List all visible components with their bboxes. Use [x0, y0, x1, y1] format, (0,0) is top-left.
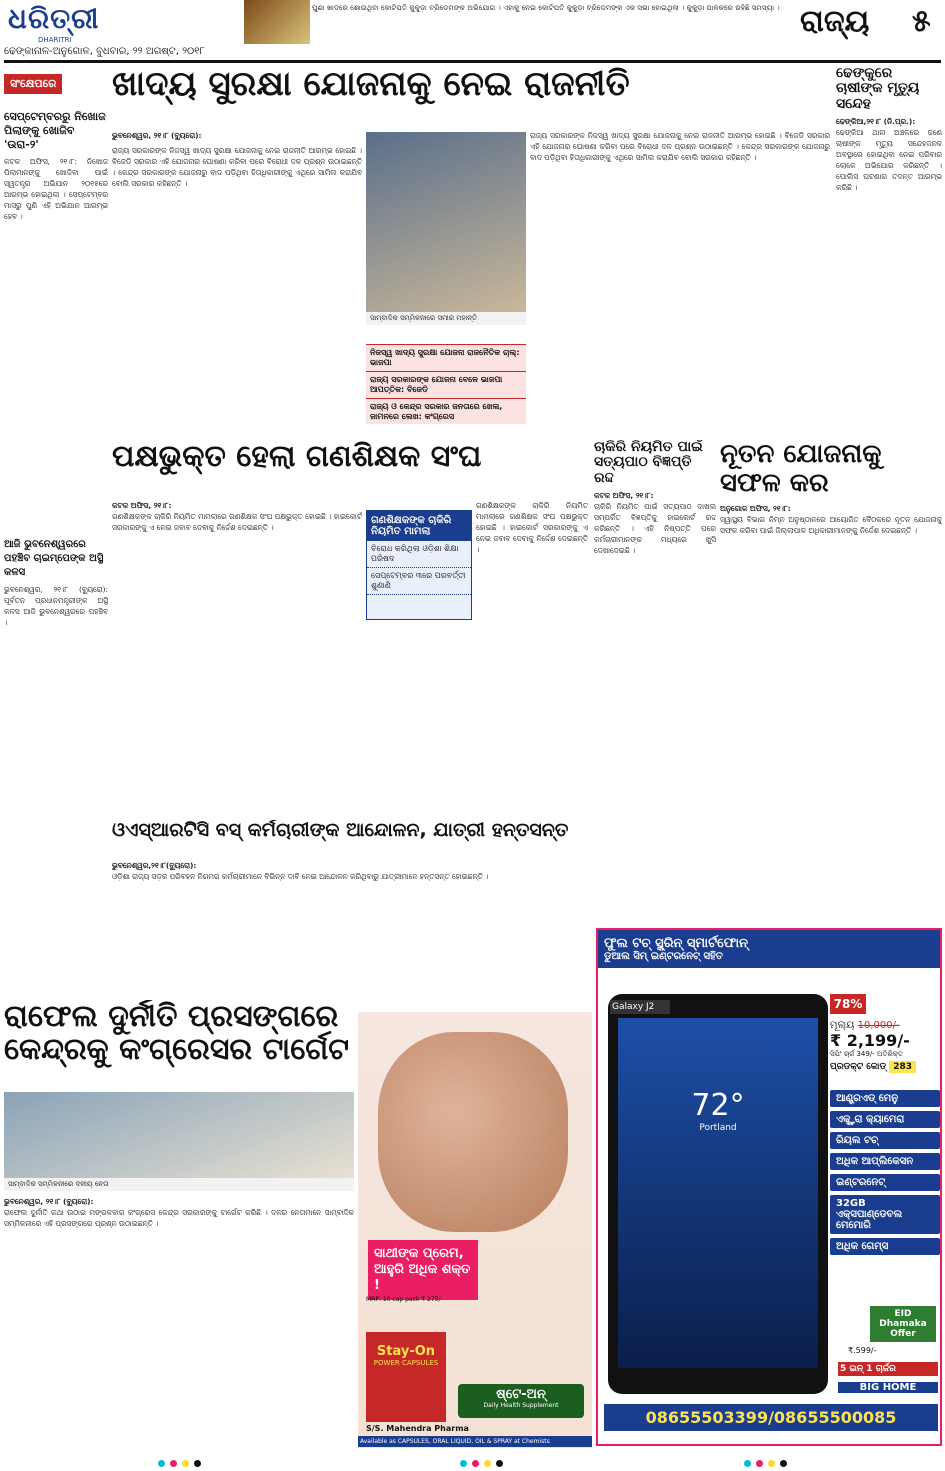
masthead	[0, 0, 945, 65]
lead-pullquotes	[366, 344, 526, 424]
teacher-dateline: କଟକ ଅଫିସ, ୨୧।୮:	[112, 501, 172, 510]
panel-item: ସେପ୍ଟେମ୍ବର ୩ରେ ପରବର୍ତ୍ତୀ ଶୁଣାଣି	[367, 568, 471, 595]
registration-dot	[756, 1460, 763, 1467]
job-body: ଚାକିରି ନିୟମିତ ପାଇଁ ସତ୍ୟପାଠ ଦାଖଲ ସମ୍ପର୍କିତ ବିଜ୍ଞପ୍ତିକୁ ହାଇକୋର୍ଟ ରଦ୍ଦ କରିଛନ୍ତି । ଏହି ନିଷ୍ପତ୍ତି ପରେ କର୍ମଚାରୀମାନଙ୍କ ମଧ୍ୟରେ ଖୁସି ଦେଖାଦେଇଛି ।	[594, 502, 716, 556]
registration-dot	[768, 1460, 775, 1467]
feature-item: ଅଧିକ ଆପ୍ଲିକେସନ	[830, 1153, 940, 1170]
job-headline[interactable]: ଚାକିରି ନିୟମିତ ପାଇଁ ସତ୍ୟପାଠ ବିଜ୍ଞପ୍ତି ରଦ୍ଦ	[594, 440, 703, 486]
rafale-photo-box	[4, 1092, 354, 1192]
teacher-story-body	[112, 500, 362, 830]
health-supplement-ad[interactable]	[358, 1012, 592, 1448]
registration-dot	[158, 1460, 165, 1467]
feature-item: 32GB ଏକ୍ସପାଣ୍ଡେବଲ ମେମୋରି	[830, 1195, 940, 1234]
feature-item: ଇଣ୍ଟରନେଟ୍	[830, 1174, 940, 1191]
discount-badge: 78%	[830, 994, 866, 1014]
teacher-headline[interactable]: ପକ୍ଷଭୁକ୍ତ ହେଲା ଗଣଶିକ୍ଷକ ସଂଘ	[112, 440, 482, 474]
lead-photo-box	[366, 132, 526, 342]
brief-title: ସେପ୍ଟେମ୍ବରରୁ ନିଖୋଜ ପିଲାଙ୍କୁ ଖୋଜିବ 'ଉରା-୨'	[4, 110, 106, 151]
press-conference-photo	[366, 132, 526, 312]
phone-image	[608, 994, 828, 1394]
logo-text: ଧରିତ୍ରୀ	[8, 2, 100, 35]
charger-offer: 5 ଇନ୍ 1 ଚାର୍ଜର	[838, 1362, 938, 1376]
logo-subtext: DHARITRI	[38, 36, 72, 44]
brand-badge-text: ଷ୍ଟେ-ଅନ୍	[496, 1387, 546, 1402]
screen-city: Portland	[699, 1123, 737, 1133]
product-code-row	[830, 1062, 940, 1072]
product-pack	[366, 1332, 446, 1422]
phone-ad-header	[598, 930, 940, 968]
teacher-info-panel	[366, 510, 472, 620]
bus-body: ଓଡ଼ିଶା ରାଜ୍ୟ ସଡ଼କ ପରିବହନ ନିଗମର କର୍ମଚାରୀମାନେ ବିଭିନ୍ନ ଦାବି ନେଇ ଆନ୍ଦୋଳନ କରିଥିବାରୁ ଯାତ୍ରୀମାନେ ହନ୍ତସନ୍ତ ହୋଇଛନ୍ତି ।	[112, 872, 489, 881]
brief-body: କଟକ ଅଫିସ, ୨୧।୮: ନିଖୋଜ ପିଲାମାନଙ୍କୁ ଖୋଜିବା ପାଇଁ ସ୍ୱତନ୍ତ୍ର ଅଭିଯାନ ୨୦୧୫ରେ ଆରମ୍ଭ ହୋଇଥିଲା । ସେପ୍ଟେମ୍ବର ମାସରୁ ପୁଣି ଏହି ଅଭିଯାନ ଆରମ୍ଭ ହେବ ।	[4, 157, 108, 221]
lead-body-text-continued: ରାଜ୍ୟ ସରକାରଙ୍କ ନିଜସ୍ୱ ଖାଦ୍ୟ ସୁରକ୍ଷା ଯୋଜନାକୁ ନେଇ ରାଜନୀତି ଆରମ୍ଭ ହୋଇଛି । ବିଜେଡି ସରକାର ଏହି ଯୋଜନାର ଘୋଷଣା କରିବା ପରେ ବିରୋଧୀ ଦଳ ପ୍ରଶ୍ନ ଉଠାଇଛନ୍ତି । କେନ୍ଦ୍ର ସରକାରଙ୍କ ଯୋଜନାରୁ ବାଦ ପଡ଼ିଥିବା ହିତାଧିକାରୀଙ୍କୁ ଏଥିରେ ସାମିଲ କରାଯିବ ବୋଲି ସରକାର କହିଛନ୍ତି ।	[530, 131, 830, 162]
farmer-headline[interactable]: ଢେଙ୍କୁରେ ଚାଷୀଙ୍କ ମୃତ୍ୟୁ ସନ୍ଦେହ	[836, 66, 920, 112]
brand-badge-sub: Daily Health Supplement	[483, 1402, 559, 1409]
feature-item: ଅଧିକ ଗେମ୍ସ	[830, 1238, 940, 1255]
price-label: ମୂଲ୍ୟ	[830, 1020, 855, 1031]
scheme-story	[720, 440, 942, 830]
couple-photo	[378, 1032, 568, 1232]
product-code-label: ପ୍ରଡକ୍ଟ କୋଡ୍	[830, 1062, 887, 1072]
registration-dot	[460, 1460, 467, 1467]
lead-body-text: ରାଜ୍ୟ ସରକାରଙ୍କ ନିଜସ୍ୱ ଖାଦ୍ୟ ସୁରକ୍ଷା ଯୋଜନାକୁ ନେଇ ରାଜନୀତି ଆରମ୍ଭ ହୋଇଛି । ବିଜେଡି ସରକାର ଏହି ଯୋଜନାର ଘୋଷଣା କରିବା ପରେ ବିରୋଧୀ ଦଳ ପ୍ରଶ୍ନ ଉଠାଇଛନ୍ତି । କେନ୍ଦ୍ର ସରକାରଙ୍କ ଯୋଜନାରୁ ବାଦ ପଡ଼ିଥିବା ହିତାଧିକାରୀଙ୍କୁ ଏଥିରେ ସାମିଲ କରାଯିବ ବୋଲି ସରକାର କହିଛନ୍ତି ।	[112, 146, 362, 188]
briefs-tag: ସଂକ୍ଷେପରେ	[4, 74, 62, 94]
bus-dateline: ଭୁବନେଶ୍ୱର,୨୧।୮(ବ୍ୟୁରୋ):	[112, 861, 197, 870]
ad-tagline: ସାଥୀଙ୍କ ପ୍ରେମ, ଆହୁରି ଅଧିକ ଶକ୍ତ !	[368, 1240, 478, 1300]
availability-strip: Available as CAPSULES, ORAL LIQUID, OIL & SPRAY at Chemists	[358, 1436, 592, 1447]
rafale-photo-caption: ସାମ୍ବାଦିକ ସମ୍ମିଳନୀରେ ଦଳୀୟ ନେତା	[4, 1178, 354, 1191]
dateline: ଢେଙ୍କାନାଳ-ଅନୁଗୋଳ, ବୁଧବାର, ୨୨ ଅଗଷ୍ଟ, ୨୦୧୮	[4, 46, 205, 57]
rafale-headline[interactable]: ରାଫେଲ ଦୁର୍ନୀତି ପ୍ରସଙ୍ଗରେ କେନ୍ଦ୍ରକୁ କଂଗ୍ରେସର ଟାର୍ଗେଟ	[4, 1000, 350, 1067]
scheme-headline[interactable]: ନୂତନ ଯୋଜନାକୁ ସଫଳ କର	[720, 440, 882, 498]
rafale-headline-box	[4, 1000, 354, 1090]
price-block	[830, 1020, 940, 1072]
brief-title: ଆଜି ଭୁବନେଶ୍ୱରରେ ପହଞ୍ଚିବ ଚାଇମ୍ପେଙ୍କ ଅସ୍ଥି କଳସ	[4, 539, 104, 578]
phone-model: Galaxy J2	[610, 1000, 670, 1014]
feature-item: ଏକ୍ସ୍ଟ୍ରା କ୍ୟାମେରା	[830, 1111, 940, 1128]
mrp-label: MRP: 10 cap pack ₹ 275/-	[366, 1296, 443, 1303]
panel-item: ବିରୋଧ କରିଥିଲା ଓଡ଼ିଶା ଶିକ୍ଷା ପରିଷଦ	[367, 541, 471, 568]
feature-item: ରିୟଲ ଟଚ୍	[830, 1132, 940, 1149]
smartphone-ad[interactable]	[596, 928, 942, 1446]
bus-headline[interactable]: ଓଏସ୍ଆରଟିସି ବସ୍ କର୍ମଚାରୀଙ୍କ ଆନ୍ଦୋଳନ, ଯାତ୍ରୀ ହନ୍ତସନ୍ତ	[112, 820, 569, 841]
rafale-body: ରାଫେଲ ଦୁର୍ନୀତି କଥା ଉଠାଇ ମଙ୍ଗଳବାର କଂଗ୍ରେସ କେନ୍ଦ୍ର ସରକାରଙ୍କୁ ଟାର୍ଗେଟ କରିଛି । ଦଳର ନେତାମାନେ ସାମ୍ବାଦିକ ସମ୍ମିଳନୀରେ ଏହି ପ୍ରସଙ୍ଗରେ ପ୍ରଶ୍ନ ଉଠାଇଛନ୍ତି ।	[4, 1208, 354, 1228]
product-sub: POWER CAPSULES	[373, 1359, 439, 1367]
phone-screen	[618, 1018, 818, 1368]
registration-dot	[170, 1460, 177, 1467]
top-news-note: ଘୁଣା ଖାଦରେ ଶୋଉଥିବା କୋଟିପତି କୁକୁଡ଼ା ବ୍ରିଡେମଙ୍କ ଅଭିଯୋଗ । ଏହାକୁ ନେଇ କୋଟିପତି କୁକୁଡ଼ା ବ୍ରିଡେମଙ୍କ ଏକ ସଭା ହୋଇଥିଲା । କୁକୁଡ଼ା ପାଳକରେ ରହିଛି ସମସ୍ୟା ।	[312, 3, 780, 12]
product-name: Stay-On	[376, 1344, 436, 1359]
registration-dot	[472, 1460, 479, 1467]
shipping-charge: ସିପିଂ ଚାର୍ଜ 349/- ଅତିରିକ୍ତ	[830, 1050, 903, 1058]
pullquote: ରାଜ୍ୟ ଓ କେନ୍ଦ୍ର ସରକାର ଜନତାରେ ଖେଳା, ଜାମନରେ ଲେଖ: କଂଗ୍ରେସ	[366, 398, 526, 424]
bus-story-body	[112, 860, 592, 1000]
old-price: 10,000/-	[857, 1020, 900, 1031]
rafale-photo	[4, 1092, 354, 1178]
teacher-body-continued: ଗଣଶିକ୍ଷକଙ୍କ ଚାକିରି ନିୟମିତ ମାମଲାରେ ଗଣଶିକ୍ଷକ ସଂଘ ପକ୍ଷଭୁକ୍ତ ହୋଇଛି । ହାଇକୋର୍ଟ ସରକାରଙ୍କୁ ଏ ନେଇ ଜବାବ ଦେବାକୁ ନିର୍ଦ୍ଦେଶ ଦେଇଛନ୍ତି ।	[476, 501, 588, 554]
newspaper-logo[interactable]	[8, 2, 118, 44]
lead-story-body	[112, 130, 362, 430]
registration-dot	[496, 1460, 503, 1467]
brief-body: ଭୁବନେଶ୍ୱର, ୨୧।୮ (ବ୍ୟୁରୋ): ପୂର୍ବତନ ପ୍ରଧାନମନ୍ତ୍ରୀଙ୍କ ଅସ୍ଥି କଳସ ଆଜି ଭୁବନେଶ୍ୱରରେ ପହଞ୍ଚିବ ।	[4, 585, 108, 627]
scheme-dateline: ଅନୁଗୋଳ ଅଫିସ, ୨୧।୮:	[720, 504, 791, 514]
old-price-row	[830, 1020, 940, 1031]
bus-headline-box	[112, 820, 592, 856]
farmer-story	[836, 66, 942, 436]
phone-ad-headline: ଫୁଲ ଟଚ୍ ସ୍କ୍ରିନ୍ ସ୍ମାର୍ଟଫୋନ୍	[604, 936, 748, 951]
teacher-story-continued	[476, 500, 588, 830]
farmer-body: ଢେଙ୍କିଆ ଥାନା ଅଞ୍ଚଳରେ ଜଣେ ଚାଷୀଙ୍କ ମୃତ୍ୟୁ ସନ୍ଦେହଜନକ ଅବସ୍ଥାରେ ହୋଇଥିବା ନେଇ ପରିବାର ଲୋକେ ଅଭିଯୋଗ କରିଛନ୍ତି । ପୋଲିସ ଘଟଣାର ତଦନ୍ତ ଆରମ୍ଭ କରିଛି ।	[836, 128, 942, 193]
scheme-body: ସ୍ୱାସ୍ଥ୍ୟ ବିଭାଗ ନିମ୍ନ ଅନୁଷ୍ଠାନରେ ଆୟୋଜିତ ବୈଠକରେ ନୂତନ ଯୋଜନାକୁ ସଫଳ କରିବା ପାଇଁ ଜିଲ୍ଲାପାଳ ଅଧିକାରୀମାନଙ୍କୁ ନିର୍ଦ୍ଦେଶ ଦେଇଛନ୍ତି ।	[720, 515, 942, 536]
eid-offer-badge: EID Dhamaka Offer	[870, 1306, 936, 1342]
registration-dot	[182, 1460, 189, 1467]
rooster-photo	[244, 0, 310, 44]
page-number: ୫	[912, 4, 931, 39]
phone-ad-subhead: ଡୁଆଲ ସିମ୍ ଇଣ୍ଟରନେଟ୍ ସହିତ	[604, 951, 723, 962]
product-code: 283	[889, 1061, 916, 1073]
rafale-story-body	[4, 1196, 354, 1446]
job-story	[594, 440, 716, 820]
briefs-column	[4, 72, 108, 842]
registration-dot	[780, 1460, 787, 1467]
teacher-headline-box	[112, 440, 582, 500]
masthead-divider	[4, 60, 941, 63]
registration-dot	[484, 1460, 491, 1467]
rafale-dateline: ଭୁବନେଶ୍ୱର, ୨୧।୮ (ବ୍ୟୁରୋ):	[4, 1197, 94, 1206]
lead-headline[interactable]: ଖାଦ୍ୟ ସୁରକ୍ଷା ଯୋଜନାକୁ ନେଇ ରାଜନୀତି	[112, 66, 630, 104]
order-phone-numbers[interactable]: 08655503399/08655500085	[604, 1404, 938, 1431]
gift-price: ₹.599/-	[848, 1346, 877, 1355]
pullquote: ରାଜ୍ୟ ସରକାରଙ୍କ ଯୋଜନା ବେଳେ ଭାଜପା ଆପତ୍ତିକ: ବିଜେଡି	[366, 371, 526, 398]
panel-title: ଗଣଶିକ୍ଷକଙ୍କ ଚାକିରି ନିୟମିତ ମାମଲା	[367, 511, 471, 541]
registration-dot	[744, 1460, 751, 1467]
brand-badge	[458, 1384, 584, 1418]
farmer-dateline: ଢେଙ୍କିଆ,୨୧।୮ (ନି.ପ୍ର.):	[836, 117, 916, 127]
feature-list	[830, 1090, 940, 1259]
lead-headline-box	[112, 66, 832, 126]
teacher-body: ଗଣଶିକ୍ଷକଙ୍କ ଚାକିରି ନିୟମିତ ମାମଲାରେ ଗଣଶିକ୍ଷକ ସଂଘ ପକ୍ଷଭୁକ୍ତ ହୋଇଛି । ହାଇକୋର୍ଟ ସରକାରଙ୍କୁ ଏ ନେଇ ଜବାବ ଦେବାକୁ ନିର୍ଦ୍ଦେଶ ଦେଇଛନ୍ତି ।	[112, 512, 362, 532]
store-name: BIG HOME	[838, 1382, 938, 1393]
lead-dateline: ଭୁବନେଶ୍ୱର, ୨୧।୮ (ବ୍ୟୁରୋ):	[112, 131, 202, 140]
new-price: ₹ 2,199/-	[830, 1031, 910, 1050]
pullquote: ନିଜସ୍ୱ ଖାଦ୍ୟ ସୁରକ୍ଷା ଯୋଜନା ରାଜନୈତିକ ଚାଲ୍: ଭାଜପା	[366, 344, 526, 371]
feature-item: ଆଣ୍ଡ୍ରଏଡ୍ ମେନୁ	[830, 1090, 940, 1107]
maker-name: S/S. Mahendra Pharma	[366, 1424, 469, 1433]
lead-photo-caption: ସାମ୍ବାଦିକ ସମ୍ମିଳନୀରେ ସମୀର ମହାନ୍ତି	[366, 312, 526, 325]
section-label	[800, 4, 940, 48]
registration-dot	[194, 1460, 201, 1467]
screen-temperature: 72°	[691, 1088, 745, 1123]
job-dateline: କଟକ ଅଫିସ, ୨୧।୮:	[594, 491, 654, 501]
lead-story-continued	[530, 130, 830, 430]
section-name: ରାଜ୍ୟ	[800, 4, 870, 39]
